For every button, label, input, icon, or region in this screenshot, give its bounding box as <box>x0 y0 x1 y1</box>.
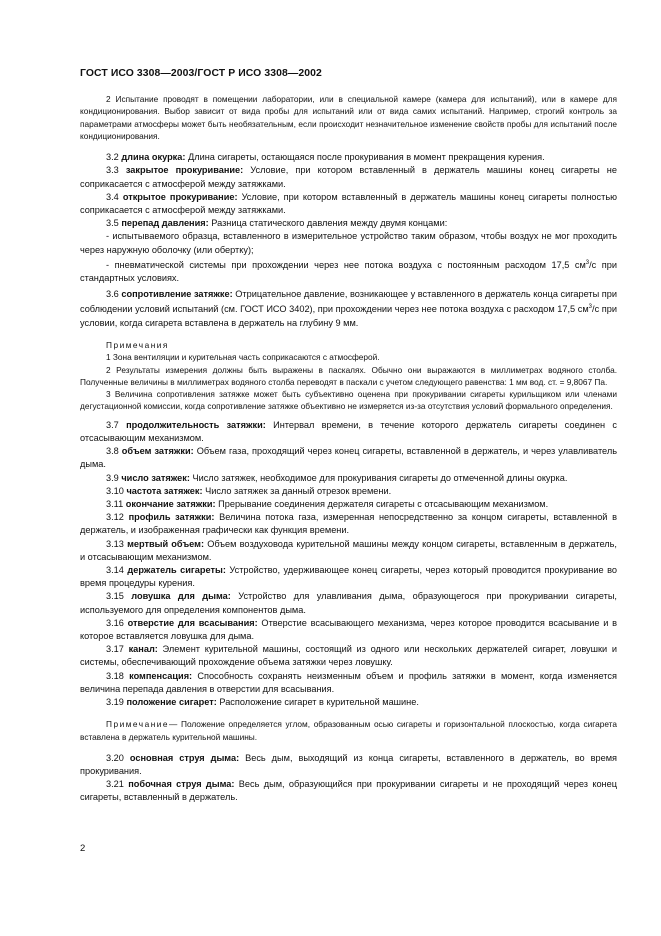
term: основная струя дыма: <box>129 752 240 763</box>
clause-number: 3.18 <box>106 670 124 681</box>
clause-number: 3.4 <box>106 191 119 202</box>
term: объем затяжки: <box>121 446 194 457</box>
definition-text: Величина потока газа, измеренная непосредственно за концом сигареты, вставленной в держатель, и изображенная графически как функция времени. <box>80 512 617 536</box>
term: побочная струя дыма: <box>128 779 235 790</box>
term: число затяжек: <box>121 472 190 483</box>
term: сопротивление затяжке: <box>121 289 233 300</box>
definition-text: Устройство, удерживающее конец сигареты, через который проводится прокуривание во время процедуры курения. <box>80 564 617 589</box>
clause-number: 3.2 <box>106 152 119 163</box>
page-number: 2 <box>80 843 86 854</box>
definition-text: Отверстие всасывающего механизма, через которое проводится всасывание и в которое вставляется ловушка для дыма. <box>80 617 617 641</box>
clause-number: 3.15 <box>106 591 124 602</box>
definition-text: Длина сигареты, остающаяся после прокуривания в момент прекращения курения. <box>188 152 545 163</box>
term: компенсация: <box>129 670 193 681</box>
term: окончание затяжки: <box>125 498 216 509</box>
definition-3-20 <box>80 752 617 778</box>
definition-3-5-item-a: - испытываемого образца, вставленного в измерительное устройство таким образом, чтобы воздух не мог проходить через наружную оболочку (или обертку); <box>80 231 617 255</box>
definition-3-21 <box>80 778 617 804</box>
clause-number: 3.13 <box>106 538 124 549</box>
definition-3-3 <box>80 164 617 190</box>
definition-text: Разница статического давления между двумя концами: <box>211 218 448 229</box>
definition-3-5 <box>80 217 617 230</box>
definition-text: Интервал времени, в течение которого держатель сигареты соединен с отсасывающим механизмом. <box>80 419 617 443</box>
clause-number: 3.7 <box>106 419 119 430</box>
definition-3-5-item-b: - пневматической системы при прохождении через нее потока воздуха с постоянным расходом 17,5 $см^3/с$ при стандартных условиях. <box>80 259 617 284</box>
definition-text: Число затяжек, необходимое для прокуривания сигареты до отмеченной длины окурка. <box>192 472 568 483</box>
term: продолжительность затяжки: <box>126 419 266 430</box>
clause-number: 3.17 <box>106 644 124 655</box>
definition-3-8 <box>80 445 617 471</box>
note-3-19: Примечание— Положение определяется углом, образованным осью сигареты и горизонтальной плоскостью, когда сигарета вставлена в держатель курительной машины. <box>80 719 617 742</box>
term: перепад давления: <box>121 218 209 229</box>
definition-text: Способность сохранять неизменным объем и профиль затяжки в момент, когда изменяется величина перепада давления в отверстии для всасывания. <box>80 670 617 694</box>
definition-3-15 <box>80 590 617 616</box>
clause-number: 3.20 <box>106 752 124 763</box>
definition-3-4 <box>80 191 617 217</box>
term: держатель сигареты: <box>127 564 226 575</box>
note-2: 2 Результаты измерения должны быть выражены в паскалях. Обычно они выражаются в миллиметрах водяного столба. Полученные величины в миллиметрах водяного столба переводят в паскали с учетом следующего равенства: 1 мм вод. ст. = 9,8067 Па. <box>80 364 617 387</box>
definition-text: Объем воздуховода курительной машины между концом сигареты, вставленным в держатель, и отсасывающим механизмом. <box>80 538 617 562</box>
definition-text: Прерывание соединения держателя сигареты с отсасывающим механизмом. <box>218 498 549 509</box>
definition-3-14 <box>80 564 617 590</box>
page-content <box>80 93 617 805</box>
note-label: Примечание <box>106 719 170 730</box>
definition-3-2 <box>80 151 617 164</box>
definition-text: Элемент курительной машины, состоящий из одного или нескольких держателей сигарет, ловушки и системы, обеспечивающий прохождение объема затяжки через ловушку. <box>80 644 617 668</box>
definition-text: Число затяжек за данный отрезок времени. <box>205 485 392 496</box>
term: длина окурка: <box>121 152 186 163</box>
intro-note: 2 Испытание проводят в помещении лаборатории, или в специальной камере (камера для испытаний), или в камере для кондиционирования. Выбор зависит от вида пробы для испытаний или от вида самих испытаний. Например, строгий контроль за параметрами атмосферы может быть необязательным, если происходит незначительное изменение свойств пробы для испытаний после кондиционирования. <box>80 94 617 141</box>
definition-3-18 <box>80 670 617 696</box>
clause-number: 3.5 <box>106 218 119 229</box>
definition-text: Условие, при котором вставленный в держатель машины конец сигареты полностью соприкасается с атмосферой между затяжками. <box>80 191 618 215</box>
note-3: 3 Величина сопротивления затяжке может быть субъективно оценена при прокуривании сигареты курильщиком или членами дегустационной комиссии, когда сопротивление затяжке объективно не измеряется из-за отсутствия условий формального определения. <box>80 389 617 412</box>
definition-3-6: 3.6 сопротивление затяжке: Отрицательное давление, возникающее у вставленного в держатель конца сигареты при соблюдении условий испытаний (см. ГОСТ ИСО 3402), при прохождении через нее потока воздуха с расходом 17,5 $см^3/с$ при условии, когда сигарета вставлена в держатель на глубину 9 мм. <box>80 289 617 328</box>
clause-number: 3.11 <box>106 498 124 509</box>
term: профиль затяжки: <box>128 512 215 523</box>
definition-3-7 <box>80 419 617 445</box>
term: ловушка для дыма: <box>131 591 231 602</box>
definition-3-9 <box>80 472 617 485</box>
definition-text: Весь дым, выходящий из конца сигареты, вставленного в держатель, во время прокуривания. <box>80 752 617 776</box>
clause-number: 3.19 <box>106 697 124 707</box>
term: открытое прокуривание: <box>122 191 238 202</box>
page-header: ГОСТ ИСО 3308—2003/ГОСТ Р ИСО 3308—2002 <box>80 68 322 79</box>
definition-text: Устройство для улавливания дыма, образующегося при прокуривании сигареты, используемого для определения компонентов дыма. <box>80 591 617 615</box>
term: частота затяжек: <box>126 485 203 496</box>
clause-number: 3.6 <box>106 289 119 300</box>
definition-text: Весь дым, образующийся при прокуривании сигареты и не проходящий через конец сигареты, вставленный в держатель. <box>80 779 618 803</box>
definition-text: Объем газа, проходящий через конец сигареты, вставленной в держатель, и через улавливатель дыма. <box>80 446 618 470</box>
definition-3-19 <box>80 696 617 709</box>
definition-3-13 <box>80 538 617 564</box>
clause-number: 3.8 <box>106 446 119 457</box>
definition-3-10 <box>80 485 617 498</box>
term: закрытое прокуривание: <box>125 165 244 176</box>
note-1: 1 Зона вентиляции и курительная часть соприкасаются с атмосферой. <box>106 352 380 363</box>
definition-text: Условие, при котором вставленный в держатель машины конец сигареты не соприкасается с атмосферой между затяжками. <box>80 165 617 189</box>
clause-number: 3.21 <box>106 779 124 790</box>
term: канал: <box>128 644 158 655</box>
term: мертвый объем: <box>127 538 205 549</box>
clause-number: 3.10 <box>106 485 124 496</box>
definition-3-16 <box>80 617 617 643</box>
clause-number: 3.9 <box>106 472 119 483</box>
definition-3-17 <box>80 643 617 669</box>
term: положение сигарет: <box>126 697 217 707</box>
clause-number: 3.12 <box>106 512 124 523</box>
notes-heading: Примечания <box>106 339 169 350</box>
clause-number: 3.16 <box>106 617 124 628</box>
definition-3-12 <box>80 511 617 537</box>
clause-number: 3.3 <box>106 165 119 176</box>
definition-text: Расположение сигарет в курительной машине. <box>219 697 419 707</box>
term: отверстие для всасывания: <box>127 617 258 628</box>
clause-number: 3.14 <box>106 564 124 575</box>
definition-3-11 <box>80 498 617 511</box>
